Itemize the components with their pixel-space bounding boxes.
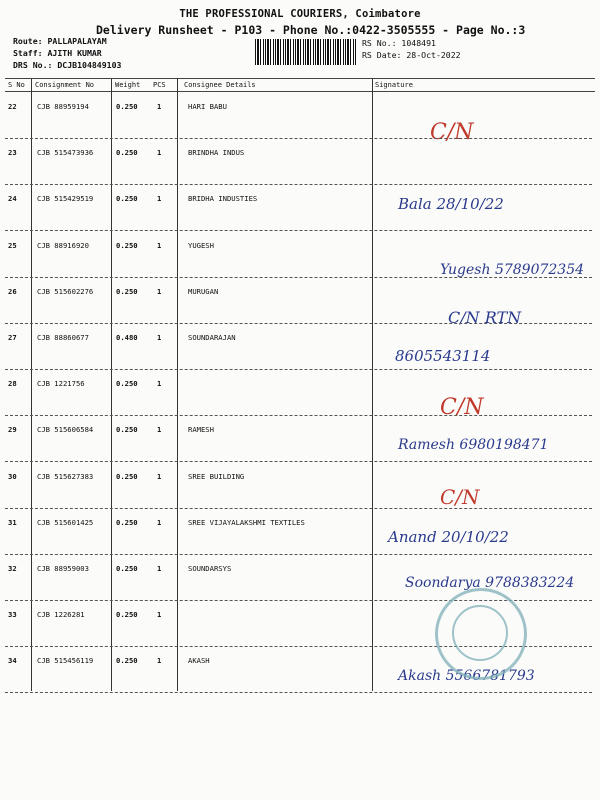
row-divider [5, 369, 592, 370]
row-sno: 30 [8, 472, 17, 481]
row-pcs: 1 [157, 287, 162, 296]
row-divider [5, 692, 592, 693]
handwritten-signature: C/N RTN [448, 308, 522, 327]
row-consignee: SREE VIJAYALAKSHMI TEXTILES [188, 518, 305, 527]
row-sno: 27 [8, 333, 17, 342]
row-consignment-no: CJB 88959003 [37, 564, 89, 573]
handwritten-signature: C/N [430, 120, 474, 145]
row-consignee: BRIDHA INDUSTIES [188, 194, 258, 203]
row-consignee: SOUNDARAJAN [188, 333, 236, 342]
row-pcs: 1 [157, 148, 162, 157]
handwritten-signature: Bala 28/10/22 [398, 195, 504, 213]
row-consignee: MURUGAN [188, 287, 219, 296]
row-consignment-no: CJB 1226281 [37, 610, 85, 619]
handwritten-signature: Soondarya 9788383224 [405, 575, 575, 591]
row-sno: 31 [8, 518, 17, 527]
row-divider [5, 230, 592, 231]
col-weight: Weight [115, 81, 141, 89]
handwritten-signature: Ramesh 6980198471 [398, 437, 549, 453]
barcode [255, 39, 356, 65]
row-divider [5, 554, 592, 555]
row-consignment-no: CJB 515606584 [37, 425, 94, 434]
row-consignee: RAMESH [188, 425, 214, 434]
row-pcs: 1 [157, 610, 162, 619]
rs-date: RS Date: 28-Oct-2022 [362, 50, 461, 60]
handwritten-signature: Yugesh 5789072354 [440, 262, 585, 278]
row-pcs: 1 [157, 656, 162, 665]
company-seal-stamp [435, 588, 527, 680]
table-header [5, 79, 595, 90]
row-weight: 0.250 [116, 610, 138, 619]
row-consignment-no: CJB 515602276 [37, 287, 94, 296]
row-pcs: 1 [157, 102, 162, 111]
route-label: Route: PALLAPALAYAM [13, 36, 107, 46]
handwritten-signature: 8605543114 [395, 347, 491, 365]
row-sno: 25 [8, 241, 17, 250]
row-divider [5, 323, 592, 324]
row-divider [5, 184, 592, 185]
row-consignment-no: CJB 515601425 [37, 518, 94, 527]
row-consignment-no: CJB 1221756 [37, 379, 85, 388]
row-consignee: SOUNDARSYS [188, 564, 232, 573]
row-weight: 0.250 [116, 425, 138, 434]
col-pcs: PCS [153, 81, 166, 89]
table-header-rule [5, 91, 595, 92]
row-consignment-no: CJB 515627383 [37, 472, 94, 481]
col-sno: S No [8, 81, 25, 89]
row-pcs: 1 [157, 194, 162, 203]
row-consignment-no: CJB 515429519 [37, 194, 94, 203]
row-divider [5, 138, 592, 139]
row-consignment-no: CJB 88959194 [37, 102, 89, 111]
row-pcs: 1 [157, 333, 162, 342]
row-consignment-no: CJB 88860677 [37, 333, 89, 342]
row-pcs: 1 [157, 472, 162, 481]
row-pcs: 1 [157, 425, 162, 434]
row-sno: 28 [8, 379, 17, 388]
handwritten-signature: C/N [440, 395, 484, 420]
row-divider [5, 277, 592, 278]
row-consignee: YUGESH [188, 241, 214, 250]
row-sno: 22 [8, 102, 17, 111]
row-weight: 0.250 [116, 148, 138, 157]
row-weight: 0.250 [116, 472, 138, 481]
col-consignment: Consignment No [35, 81, 95, 89]
row-pcs: 1 [157, 241, 162, 250]
row-divider [5, 461, 592, 462]
col-consignee: Consignee Details [184, 81, 256, 89]
row-weight: 0.250 [116, 379, 138, 388]
row-weight: 0.250 [116, 241, 138, 250]
handwritten-signature: Akash 5566781793 [398, 668, 535, 684]
handwritten-signature: C/N [440, 485, 480, 509]
row-pcs: 1 [157, 379, 162, 388]
row-pcs: 1 [157, 564, 162, 573]
row-consignment-no: CJB 88916920 [37, 241, 89, 250]
row-consignment-no: CJB 515456119 [37, 656, 94, 665]
row-weight: 0.250 [116, 287, 138, 296]
row-consignment-no: CJB 515473936 [37, 148, 94, 157]
runsheet-subtitle: Delivery Runsheet - P103 - Phone No.:0422-3505555 - Page No.:3 [96, 23, 526, 37]
staff-label: Staff: AJITH KUMAR [13, 48, 102, 58]
row-sno: 29 [8, 425, 17, 434]
row-sno: 23 [8, 148, 17, 157]
row-sno: 32 [8, 564, 17, 573]
row-weight: 0.250 [116, 656, 138, 665]
row-pcs: 1 [157, 518, 162, 527]
row-consignee: HARI BABU [188, 102, 227, 111]
row-sno: 34 [8, 656, 17, 665]
row-weight: 0.250 [116, 102, 138, 111]
row-sno: 33 [8, 610, 17, 619]
row-divider [5, 415, 592, 416]
row-sno: 24 [8, 194, 17, 203]
drs-number: DRS No.: DCJB104849103 [13, 60, 122, 70]
row-consignee: SREE BUILDING [188, 472, 245, 481]
row-weight: 0.480 [116, 333, 138, 342]
row-consignee: AKASH [188, 656, 210, 665]
row-weight: 0.250 [116, 518, 138, 527]
col-signature: Signature [375, 81, 413, 89]
row-weight: 0.250 [116, 194, 138, 203]
row-divider [5, 508, 592, 509]
handwritten-signature: Anand 20/10/22 [388, 528, 509, 546]
rs-number: RS No.: 1048491 [362, 38, 436, 48]
row-weight: 0.250 [116, 564, 138, 573]
row-sno: 26 [8, 287, 17, 296]
row-consignee: BRINDHA INDUS [188, 148, 245, 157]
company-title: THE PROFESSIONAL COURIERS, Coimbatore [179, 8, 421, 20]
